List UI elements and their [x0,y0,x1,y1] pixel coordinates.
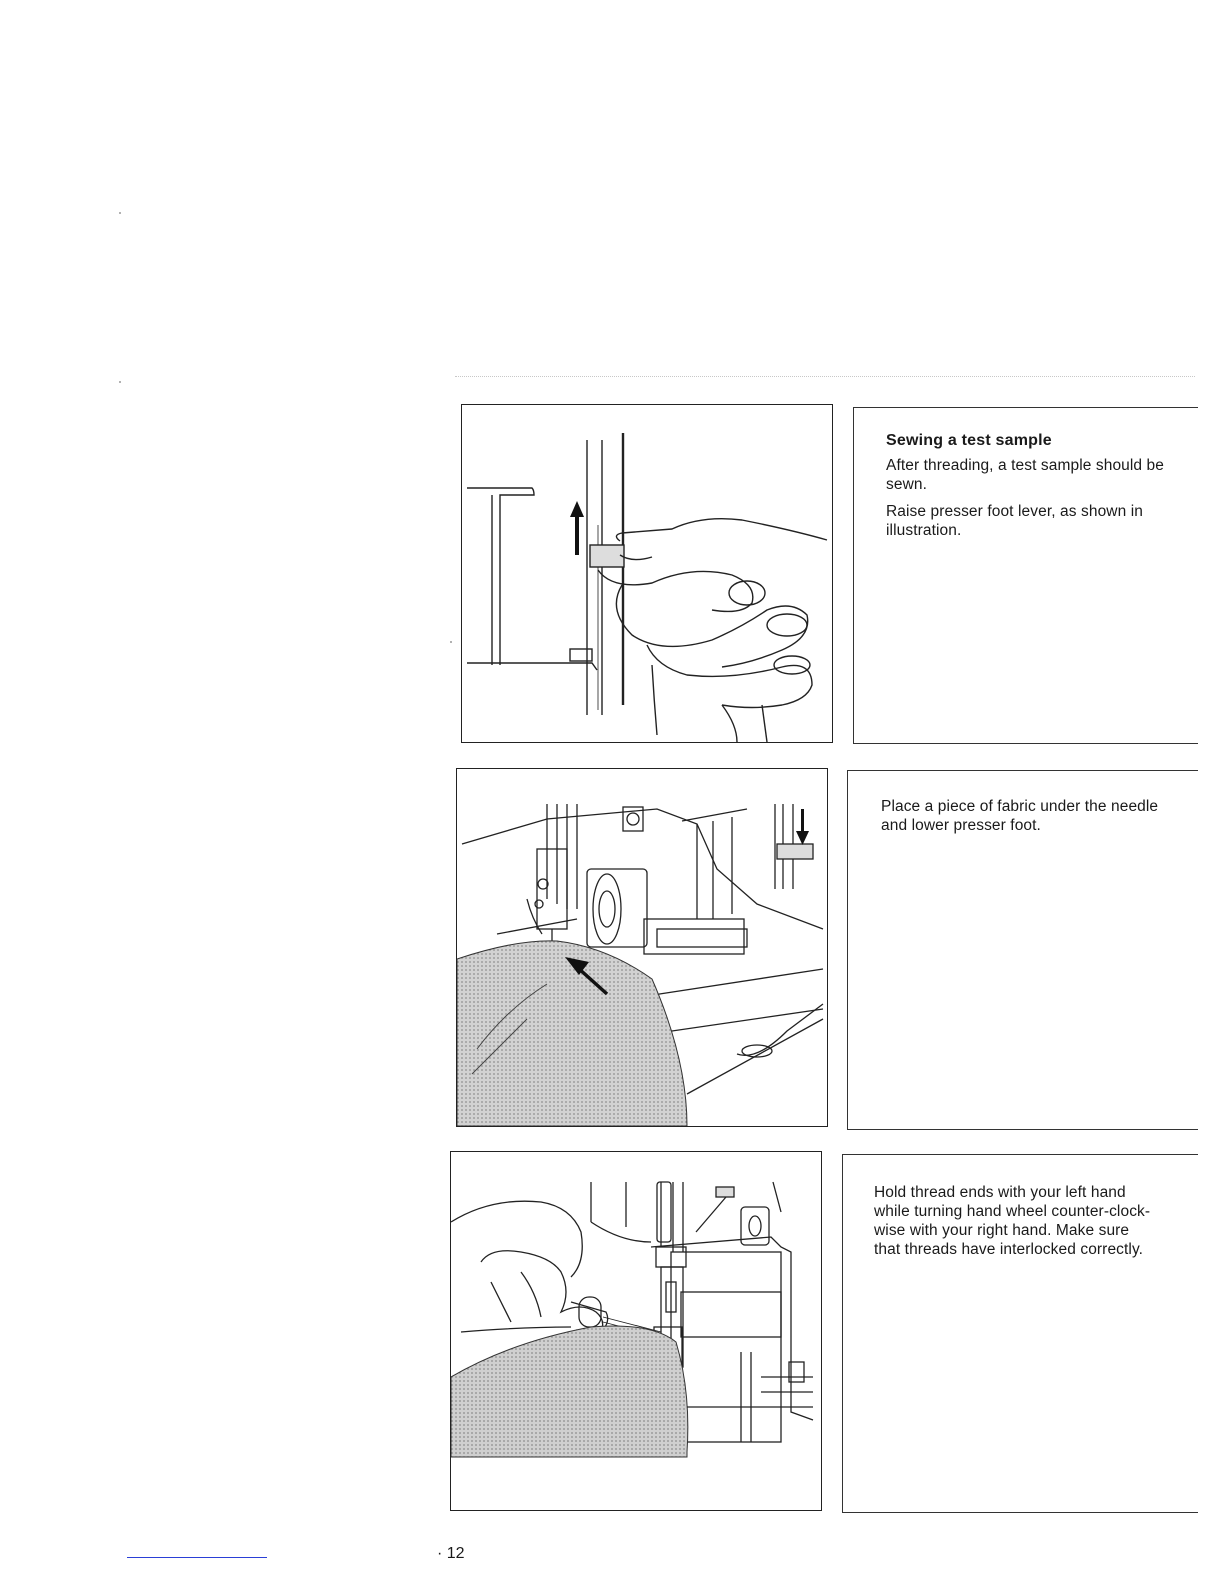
paragraph [874,1183,1150,1259]
paragraph [886,502,1164,540]
text-line: After threading, a test sample should be [886,457,1164,474]
text-line: Place a piece of fabric under the needle [881,798,1159,815]
page-number: · 12 [437,1545,465,1562]
text-block [881,797,1158,843]
section-heading: Sewing a test sample [886,432,1052,449]
text-line: sewn. [886,476,927,493]
text-line: wise with your right hand. Make sure [874,1222,1130,1239]
text-panel-hold-thread [842,1154,1198,1513]
text-panel-sewing-test-sample [853,407,1198,744]
top-rule [455,376,1195,377]
text-line: while turning hand wheel counter-clock- [874,1203,1151,1220]
scan-speck [119,212,121,214]
text-line: Raise presser foot lever, as shown in [886,503,1143,520]
scan-speck [119,381,121,383]
fabric-under-needle-drawing [457,769,827,1126]
text-block [874,1183,1150,1267]
paragraph [881,797,1158,835]
illustration-raise-lever [461,404,833,743]
text-line: illustration. [886,522,962,539]
text-panel-place-fabric [847,770,1198,1130]
illustration-fabric-under-needle [456,768,828,1127]
bottom-underline [127,1557,267,1558]
text-line: Hold thread ends with your left hand [874,1184,1126,1201]
text-block [886,432,1164,548]
text-line: that threads have interlocked correctly. [874,1241,1144,1258]
paragraph [886,456,1164,494]
text-line: and lower presser foot. [881,817,1041,834]
hold-thread-ends-drawing [451,1152,821,1510]
illustration-hold-thread-ends [450,1151,822,1511]
scan-speck [450,641,452,643]
hand-raising-lever-drawing [462,405,832,742]
